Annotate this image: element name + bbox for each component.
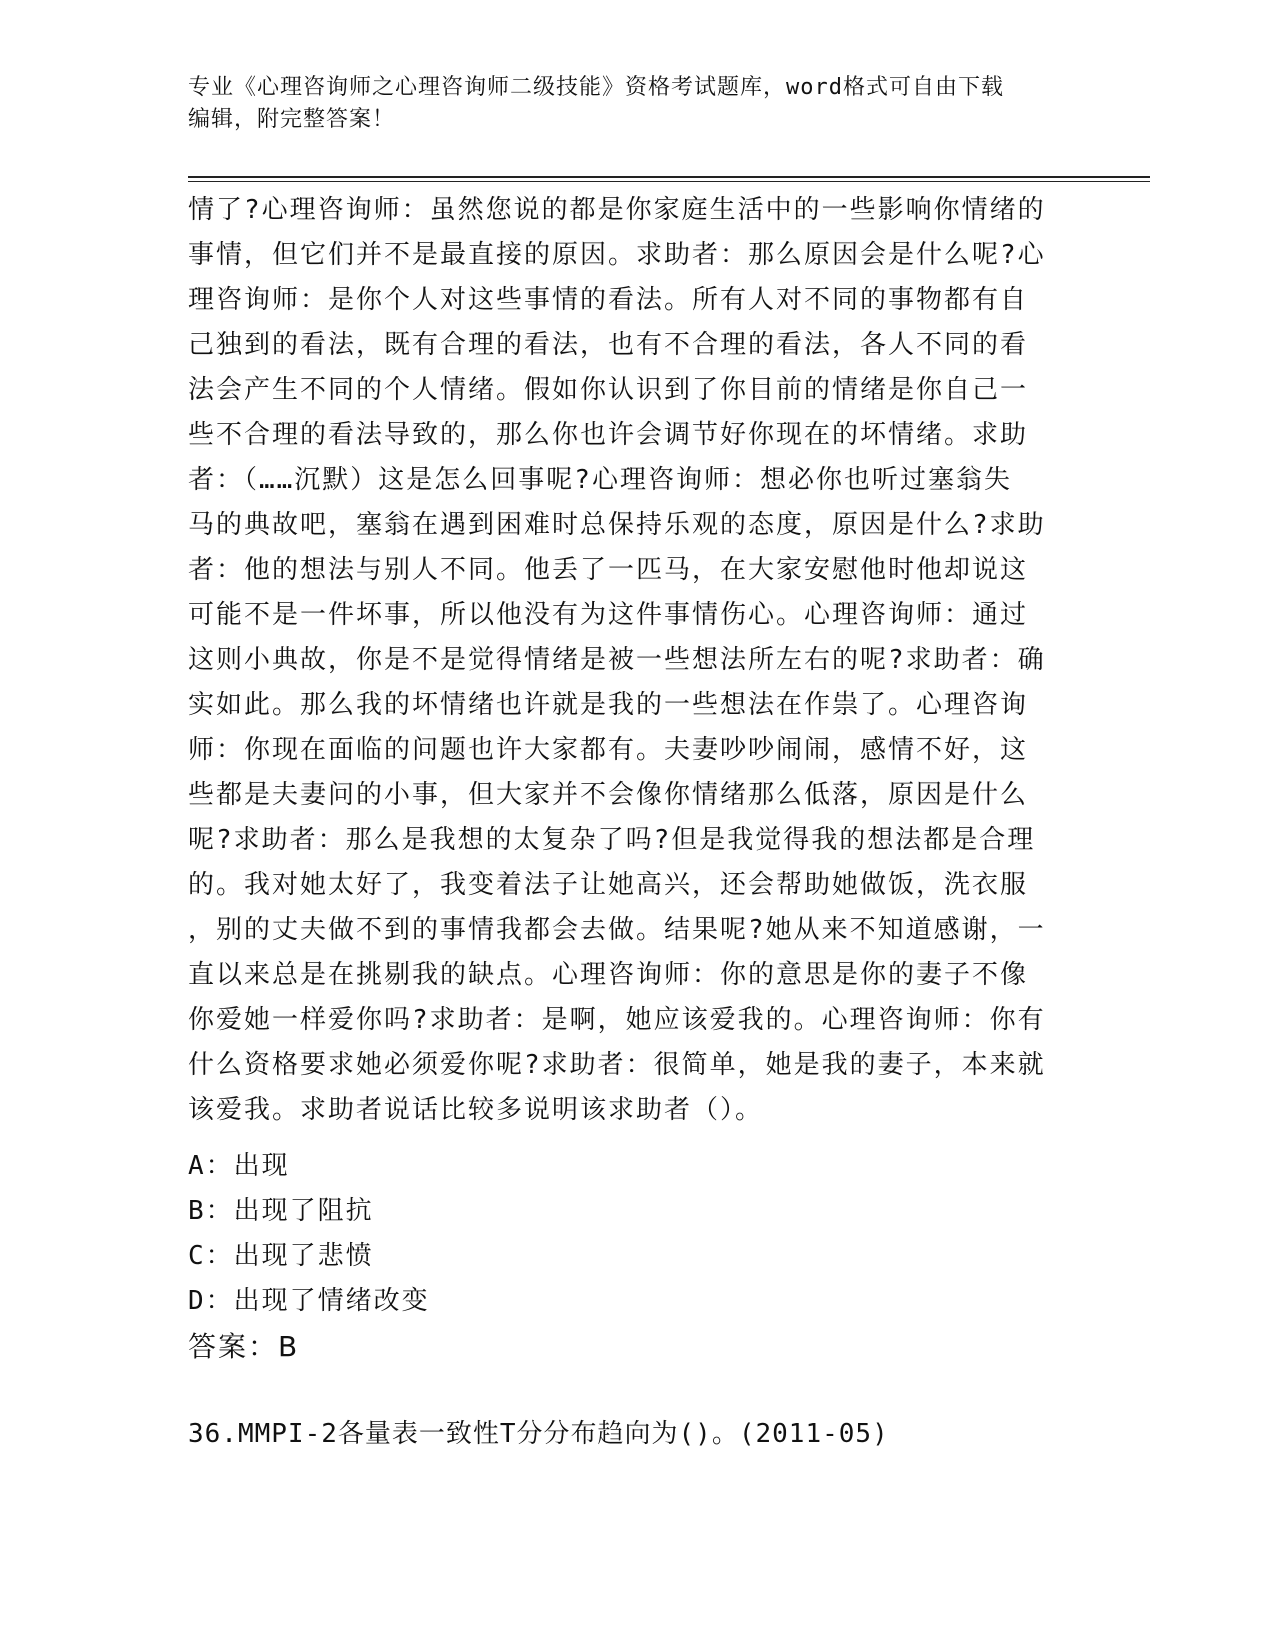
passage-line: 的。我对她太好了，我变着法子让她高兴，还会帮助她做饭，洗衣服 [188,870,1029,900]
option-d: D：出现了情绪改变 [188,1286,430,1316]
passage-line: 实如此。那么我的坏情绪也许就是我的一些想法在作祟了。心理咨询 [188,690,1029,720]
passage-line: 你爱她一样爱你吗?求助者：是啊，她应该爱我的。心理咨询师：你有 [188,1005,1046,1035]
passage-line: 直以来总是在挑剔我的缺点。心理咨询师：你的意思是你的妻子不像 [188,960,1029,990]
next-question-title: 36.MMPI-2各量表一致性T分分布趋向为()。(2011-05) [188,1419,889,1449]
answer-key: 答案：B [188,1330,300,1363]
passage-line: 该爱我。求助者说话比较多说明该求助者（）。 [188,1095,764,1125]
header-divider [188,176,1150,182]
passage-line: 法会产生不同的个人情绪。假如你认识到了你目前的情绪是你自己一 [188,375,1029,405]
passage-line: 马的典故吧，塞翁在遇到困难时总保持乐观的态度，原因是什么?求助 [188,510,1046,540]
passage-line: 事情，但它们并不是最直接的原因。求助者：那么原因会是什么呢?心 [188,240,1046,270]
option-a: A：出现 [188,1151,290,1181]
passage-line: ，别的丈夫做不到的事情我都会去做。结果呢?她从来不知道感谢，一 [188,915,1046,945]
option-c: C：出现了悲愤 [188,1241,374,1271]
passage-line: 些不合理的看法导致的，那么你也许会调节好你现在的坏情绪。求助 [188,420,1029,450]
question-passage [188,188,1068,1133]
passage-line: 己独到的看法，既有合理的看法，也有不合理的看法，各人不同的看 [188,330,1029,360]
passage-line: 师：你现在面临的问题也许大家都有。夫妻吵吵闹闹，感情不好，这 [188,735,1029,765]
passage-line: 者：他的想法与别人不同。他丢了一匹马，在大家安慰他时他却说这 [188,555,1029,585]
passage-line: 呢?求助者：那么是我想的太复杂了吗?但是我觉得我的想法都是合理 [188,825,1036,855]
passage-line: 理咨询师：是你个人对这些事情的看法。所有人对不同的事物都有自 [188,285,1029,315]
passage-line: 者：（……沉默）这是怎么回事呢?心理咨询师：想必你也听过塞翁失 [188,465,1012,495]
passage-line: 些都是夫妻问的小事，但大家并不会像你情绪那么低落，原因是什么 [188,780,1029,810]
passage-line: 可能不是一件坏事，所以他没有为这件事情伤心。心理咨询师：通过 [188,600,1029,630]
document-header [188,72,1068,136]
header-line-1: 专业《心理咨询师之心理咨询师二级技能》资格考试题库，word格式可自由下载 [188,75,1004,100]
passage-line: 情了?心理咨询师：虽然您说的都是你家庭生活中的一些影响你情绪的 [188,195,1046,225]
passage-line: 这则小典故，你是不是觉得情绪是被一些想法所左右的呢?求助者：确 [188,645,1046,675]
passage-line: 什么资格要求她必须爱你呢?求助者：很简单，她是我的妻子，本来就 [188,1050,1046,1080]
option-b: B：出现了阻抗 [188,1196,374,1226]
answer-options [188,1144,1068,1324]
header-line-2: 编辑，附完整答案！ [188,107,396,132]
